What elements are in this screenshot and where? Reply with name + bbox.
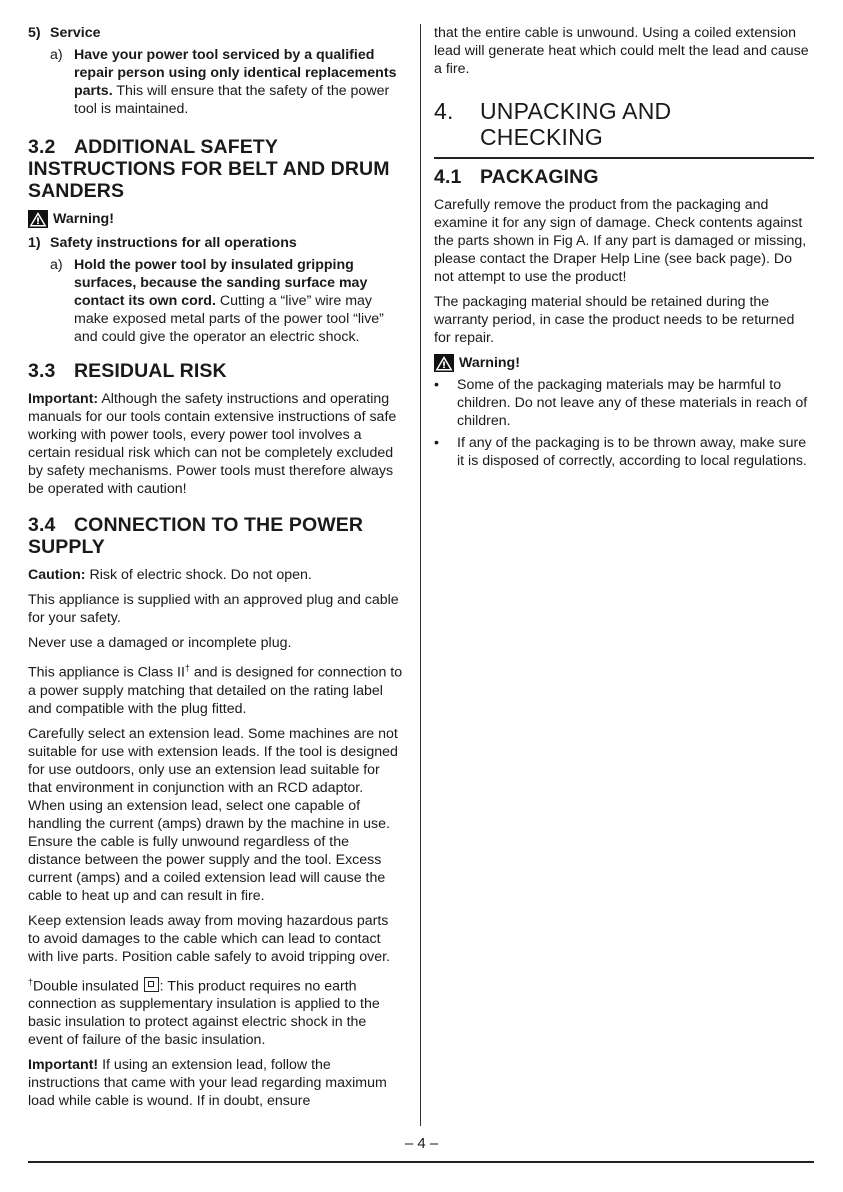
footer-rule bbox=[28, 1161, 814, 1163]
service-heading: 5) Service bbox=[28, 25, 101, 41]
double-insulated-icon bbox=[144, 977, 159, 992]
safety-ops-item-a: a) Hold the power tool by insulated gripping surfaces, because the sanding surface may contact its own cord. Cutting a “live” wire may make exposed metal parts of the power tool “live” and could give the operator an electric shock. bbox=[50, 257, 384, 345]
caution-text: Caution: Risk of electric shock. Do not open. bbox=[28, 567, 312, 583]
list-item: • Some of the packaging materials may be harmful to children. Do not leave any of these materials in reach of children. bbox=[434, 377, 808, 429]
packaging-text-1: Carefully remove the product from the packaging and examine it for any sign of damage. Check contents against the parts shown in Fig A. If any part is damaged or missing, please contact the Draper Help Line (see back page). Do not attempt to use the product! bbox=[434, 197, 807, 285]
right-column bbox=[434, 24, 814, 476]
section-3-4-heading: 3.4 CONNECTION TO THE POWER SUPPLY bbox=[28, 514, 364, 558]
class-ii-text: This appliance is Class II† and is designed for connection to a power supply matching that detailed on the rating label and compatible with the plug fitted. bbox=[28, 663, 403, 717]
column-divider bbox=[420, 24, 421, 1126]
section-4-rule bbox=[434, 157, 814, 159]
extension-lead-text: Carefully select an extension lead. Some machines are not suitable for use with extension leads. If the tool is designed for use outdoors, only use an extension lead suitable for that environment in conjunction with an RCD adaptor. When using an extension lead, select one capable of handling the current (amps) drawn by the machine in use. Ensure the cable is fully unwound regardless of the distance between the power supply and the tool. Excess current (amps) and a coiled extension lead will cause the cable to heat up and can result in fire. bbox=[28, 725, 398, 904]
plug-text: This appliance is supplied with an approved plug and cable for your safety. bbox=[28, 592, 399, 626]
important-extension-text: Important! If using an extension lead, follow the instructions that came with your lead regarding maximum load while cable is wound. If in doubt, ensure bbox=[28, 1057, 387, 1110]
warning-bullets bbox=[434, 376, 814, 470]
warning-triangle-icon bbox=[28, 210, 48, 228]
section-3-2-heading: 3.2 ADDITIONAL SAFETY INSTRUCTIONS FOR BELT AND DRUM SANDERS bbox=[28, 136, 390, 202]
residual-risk-text: Important: Although the safety instructions and operating manuals for our tools contain extensive instructions of safe working with power tools, every power tool involves a certain residual risk which can not be completely excluded by safety mechanisms. Power tools must therefore always be operated with caution! bbox=[28, 391, 397, 497]
damaged-plug-text: Never use a damaged or incomplete plug. bbox=[28, 635, 292, 651]
section-3-3-heading: 3.3 RESIDUAL RISK bbox=[28, 360, 227, 382]
continued-text: that the entire cable is unwound. Using a coiled extension lead will generate heat which could melt the lead and cause a fire. bbox=[434, 25, 809, 77]
left-column bbox=[28, 24, 404, 1117]
warning-label-right: Warning! bbox=[434, 354, 814, 372]
list-item: • If any of the packaging is to be thrown away, make sure it is disposed of correctly, according to local regulations. bbox=[434, 435, 807, 469]
warning-label: Warning! bbox=[28, 210, 404, 228]
hazard-parts-text: Keep extension leads away from moving hazardous parts to avoid damages to the cable which can lead to contact with live parts. Position cable safely to avoid tripping over. bbox=[28, 912, 390, 965]
page-number: – 4 – bbox=[404, 1135, 439, 1152]
warning-triangle-icon bbox=[434, 354, 454, 372]
double-insulated-text: †Double insulated : This product requires no earth connection as supplementary insulation is applied to the basic insulation to protect against electric shock in the event of failure of the basic insulation. bbox=[28, 976, 380, 1049]
service-item-a: a) Have your power tool serviced by a qualified repair person using only identical replacements parts. This will ensure that the safety of the power tool is maintained. bbox=[50, 47, 397, 117]
safety-ops-heading: 1) Safety instructions for all operations bbox=[28, 235, 297, 251]
section-4-1-heading: 4.1 PACKAGING bbox=[434, 166, 599, 188]
section-4-heading: 4. UNPACKING AND CHECKING bbox=[434, 98, 672, 150]
packaging-text-2: The packaging material should be retained during the warranty period, in case the product needs to be returned for repair. bbox=[434, 294, 795, 346]
